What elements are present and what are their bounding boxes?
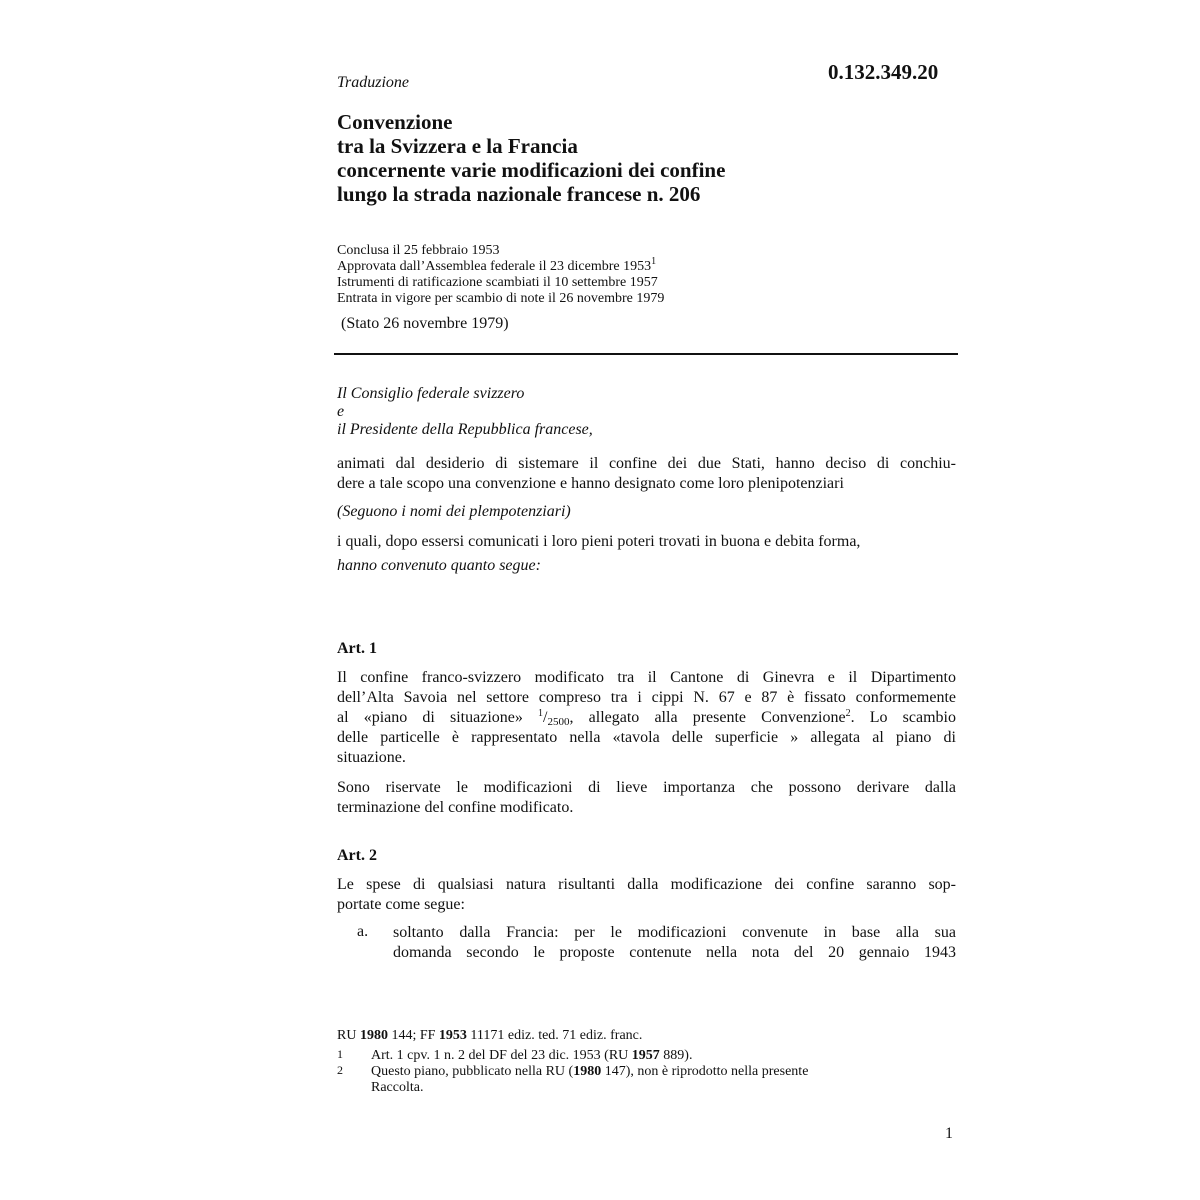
preamble-purpose [337,454,956,494]
article-2-heading: Art. 2 [337,847,377,864]
scale-numerator: 1 [538,708,544,719]
fn2-year: 1980 [573,1064,602,1079]
concluded-date: Conclusa il 25 febbraio 1953 [337,243,500,258]
source-ff-year: 1953 [438,1028,467,1043]
approved-date [337,256,664,275]
party-conjunction: e [337,403,345,420]
article-1-heading: Art. 1 [337,640,377,657]
source-ru-label: RU [337,1028,360,1043]
art1-line-2: dell’Alta Savoia nel settore compreso tra i cippi N. 67 e 87 è fissato conformemente [337,689,956,706]
title-line-2: tra la Svizzera e la Francia [337,134,578,158]
art2-line-2: portate come segue: [337,896,465,913]
footnote-ref-1[interactable]: 1 [651,256,657,267]
preamble-purpose-line-2: dere a tale scopo una convenzione e hanno designato come loro plenipotenziari [337,475,844,492]
footnote-2-number: 2 [337,1063,343,1077]
party-french: il Presidente della Repubblica francese, [337,421,593,438]
art1-line-3 [337,708,956,728]
ratification-date: Istrumenti di ratificazione scambiati il 10 settembre 1957 [337,275,658,290]
title-line-1: Convenzione [337,110,453,134]
preamble-purpose-line-1: animati dal desiderio di sistemare il confine dei due Stati, hanno deciso di conchiu- [337,455,956,472]
footnote-ref-2[interactable]: 2 [845,708,851,719]
fn2-text-end: 147), non è riprodotto nella presente [601,1064,809,1079]
party-swiss: Il Consiglio federale svizzero [337,385,525,402]
document-metadata [337,243,664,307]
art1-line-4: delle particelle è rappresentato nella «tavola delle superficie » allegata al piano di [337,729,956,746]
list-item-label-a: a. [357,923,369,940]
in-force-date: Entrata in vigore per scambio di note il 26 novembre 1979 [337,291,665,306]
fn2-line-1 [371,1064,891,1080]
art1-line-3-start: al «piano di situazione» [337,709,539,726]
translation-label: Traduzione [337,74,410,91]
art1-p2-line-2: terminazione del confine modificato. [337,799,574,816]
sr-number: 0.132.349.20 [828,60,939,84]
fn2-text-start: Questo piano, pubblicato nella RU ( [371,1064,574,1079]
list-item-a [393,923,956,963]
article-1-paragraph-2 [337,778,956,818]
footnote-2-text [371,1064,891,1096]
art2-line-1: Le spese di qualsiasi natura risultanti dalla modificazione dei confine saranno sop- [337,876,956,893]
fn1-year: 1957 [631,1048,660,1063]
source-ff-label: 144; FF [387,1028,439,1043]
plenipotentiaries-note: (Seguono i nomi dei plempotenziari) [337,503,571,520]
page-number: 1 [945,1125,953,1142]
fn2-line-2: Raccolta. [371,1080,424,1095]
item-a-line-2: domanda secondo le proposte contenute nella nota del 20 gennaio 1943 [393,944,956,961]
status-date: (Stato 26 novembre 1979) [341,315,509,332]
footnote-1-number: 1 [337,1047,343,1061]
document-title [337,110,725,206]
title-line-3: concernente varie modificazioni dei confine [337,158,726,182]
art1-line-5: situazione. [337,749,406,766]
footnote-1-text [371,1048,891,1064]
art1-line-3-end: . Lo scambio [850,709,957,726]
scale-separator: / [543,709,548,726]
scale-denominator: 2500 [547,716,570,728]
item-a-line-1: soltanto dalla Francia: per le modificazioni convenute in base alla sua [393,924,956,941]
preamble-parties [337,385,593,439]
source-reference [337,1028,642,1044]
art1-p2-line-1: Sono riservate le modificazioni di lieve importanza che possono derivare dalla [337,779,956,796]
art1-line-1: Il confine franco-svizzero modificato tra il Cantone di Ginevra e il Dipartimento [337,669,956,686]
approved-text: Approvata dall’Assemblea federale il 23 dicembre 1953 [337,259,652,274]
article-1-paragraph-1 [337,668,956,768]
source-ru-year: 1980 [359,1028,388,1043]
fn1-text-start: Art. 1 cpv. 1 n. 2 del DF del 23 dic. 1953 (RU [371,1048,632,1063]
source-ff-pages: 11171 ediz. ted. 71 ediz. franc. [466,1028,643,1043]
title-line-4: lungo la strada nazionale francese n. 206 [337,182,701,206]
preamble-powers: i quali, dopo essersi comunicati i loro pieni poteri trovati in buona e debita forma, [337,533,861,550]
preamble-agreed: hanno convenuto quanto segue: [337,557,541,574]
article-2-paragraph-1 [337,875,956,915]
art1-line-3-middle: , allegato alla presente Convenzione [569,709,846,726]
header-divider [334,353,958,355]
fn1-text-end: 889). [659,1048,693,1063]
